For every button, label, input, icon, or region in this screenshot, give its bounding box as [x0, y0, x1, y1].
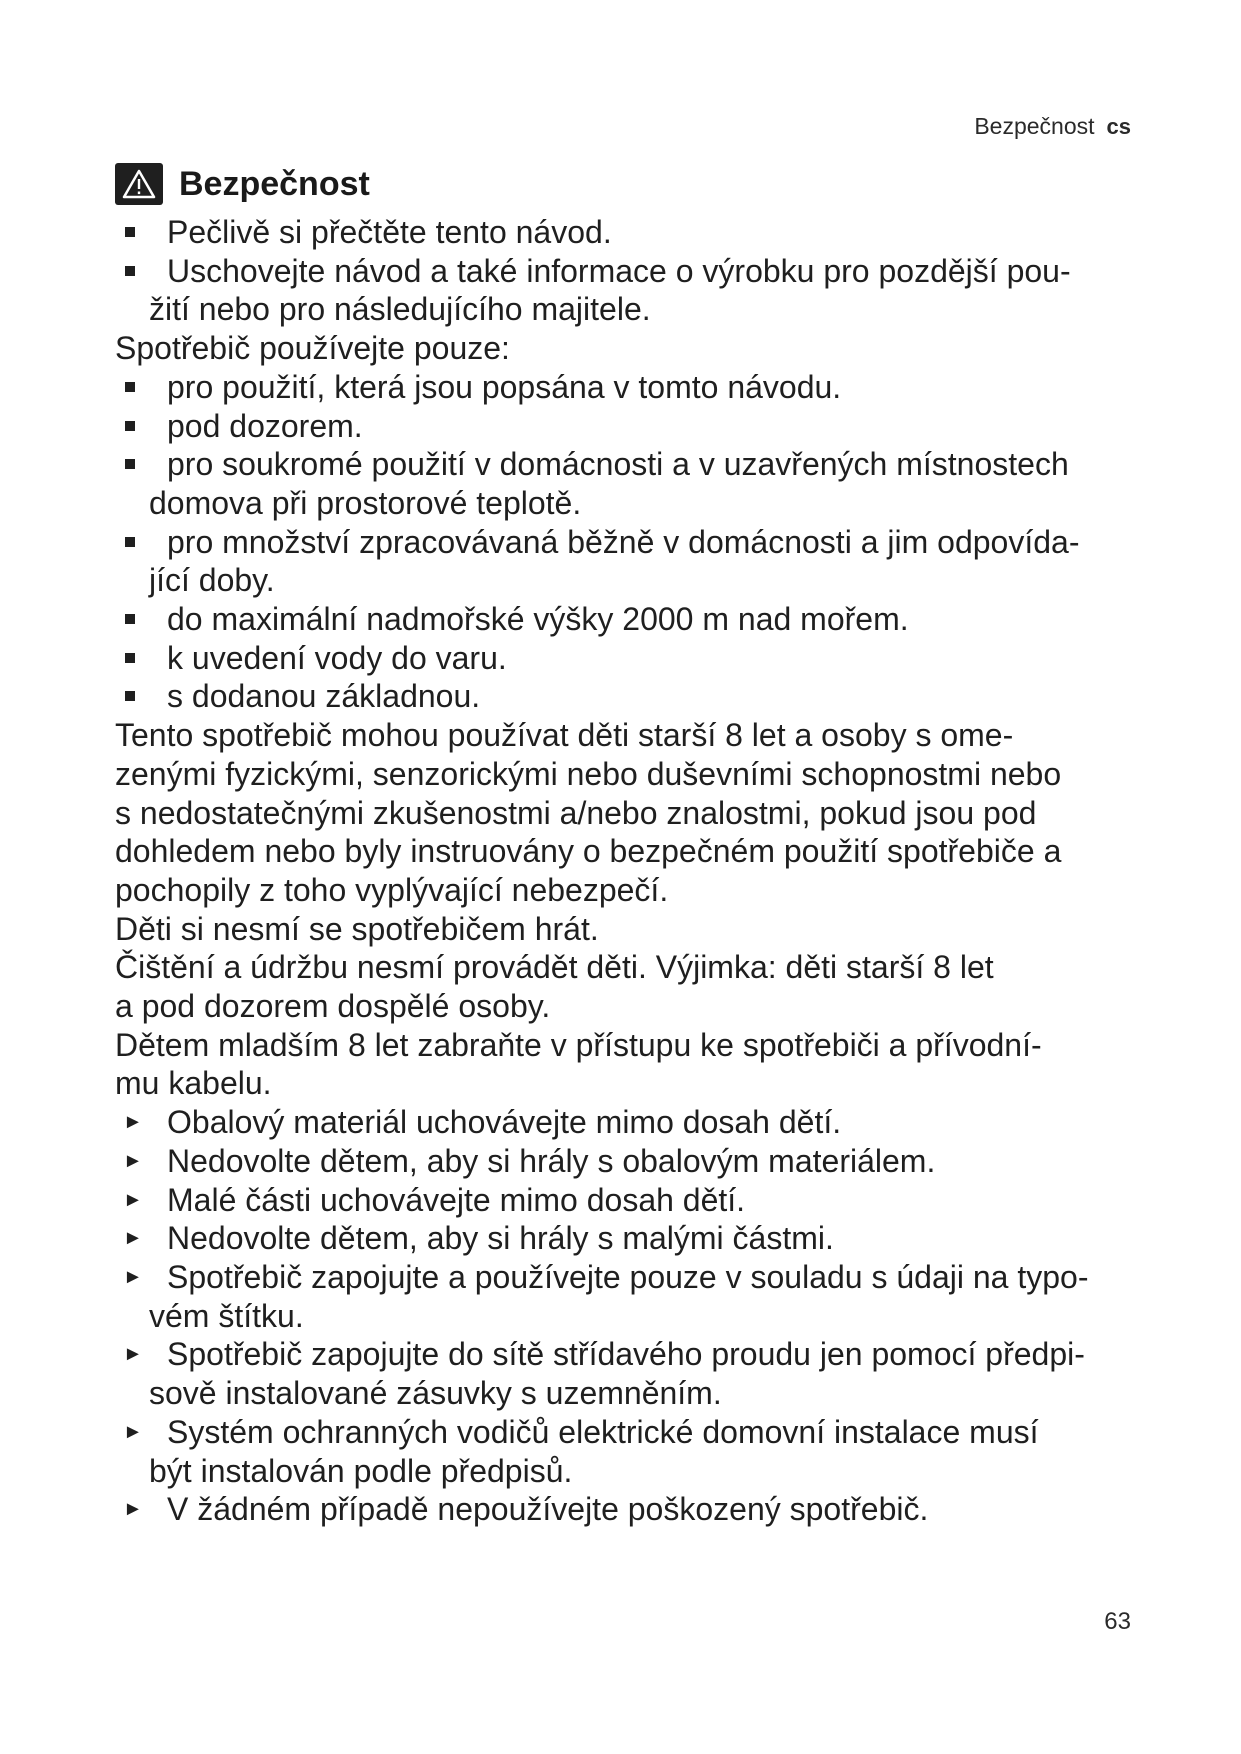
square-bullet-icon	[125, 266, 135, 276]
list-item-text: s dodanou základnou.	[167, 678, 481, 715]
instruction-text: Systém ochranných vodičů elektrické domovní instalace musí být instalován podle předpisů.	[149, 1413, 1039, 1489]
arrow-bullet-icon: ►	[123, 1111, 143, 1134]
square-bullet-icon	[125, 537, 135, 547]
list-item-text: pro použití, která jsou popsána v tomto návodu.	[167, 368, 842, 405]
instruction-item	[115, 1490, 1160, 1529]
square-bullet-icon	[125, 614, 135, 624]
paragraph: Děti si nesmí se spotřebičem hrát.	[115, 910, 599, 947]
instruction-text: Obalový materiál uchovávejte mimo dosah dětí.	[167, 1104, 842, 1141]
list-item	[115, 252, 1160, 329]
header-section: Bezpečnost	[974, 113, 1095, 139]
list-item	[115, 600, 1160, 639]
instruction-text: Spotřebič zapojujte a používejte pouze v souladu s údaji na typo- vém štítku.	[149, 1258, 1089, 1334]
list-item-text: do maximální nadmořské výšky 2000 m nad mořem.	[167, 601, 909, 638]
square-bullet-icon	[125, 459, 135, 469]
arrow-bullet-icon: ►	[123, 1227, 143, 1250]
square-bullet-icon	[125, 691, 135, 701]
section-title-row	[115, 163, 370, 205]
warning-triangle-icon	[115, 163, 163, 205]
square-bullet-icon	[125, 421, 135, 431]
running-header	[974, 113, 1131, 140]
list-item	[115, 445, 1160, 522]
section-title: Bezpečnost	[179, 164, 370, 203]
arrow-bullet-icon: ►	[123, 1498, 143, 1521]
list-item-text: pro soukromé použití v domácnosti a v uzavřených místnostech domova při prostorové teplotě.	[149, 446, 1069, 521]
square-bullet-icon	[125, 653, 135, 663]
list-item-text: pod dozorem.	[167, 407, 363, 444]
instruction-item	[115, 1219, 1160, 1258]
list-item-text: Uschovejte návod a také informace o výrobku pro pozdější pou- žití nebo pro následujícího majitele.	[149, 252, 1071, 328]
paragraph: Čištění a údržbu nesmí provádět děti. Výjimka: děti starší 8 let a pod dozorem dospělé osoby.	[115, 949, 994, 1025]
list-item	[115, 639, 1160, 678]
header-language: cs	[1106, 114, 1131, 139]
list-item	[115, 677, 1160, 716]
page-number: 63	[1104, 1608, 1131, 1635]
instruction-item	[115, 1413, 1160, 1490]
arrow-bullet-icon: ►	[123, 1265, 143, 1288]
square-bullet-icon	[125, 382, 135, 392]
list-item-text: Pečlivě si přečtěte tento návod.	[167, 214, 612, 250]
paragraph: Dětem mladším 8 let zabraňte v přístupu ke spotřebiči a přívodní- mu kabelu.	[115, 1026, 1042, 1102]
arrow-bullet-icon: ►	[123, 1149, 143, 1172]
instruction-item	[115, 1142, 1160, 1181]
list-item	[115, 368, 1160, 407]
paragraph: Spotřebič používejte pouze:	[115, 330, 510, 367]
instruction-text: V žádném případě nepoužívejte poškozený spotřebič.	[167, 1491, 929, 1528]
instruction-text: Nedovolte dětem, aby si hrály s malými částmi.	[167, 1220, 834, 1257]
arrow-bullet-icon: ►	[123, 1188, 143, 1211]
arrow-bullet-icon: ►	[123, 1343, 143, 1366]
list-item	[115, 407, 1160, 446]
instruction-item	[115, 1335, 1160, 1412]
list-item	[115, 523, 1160, 600]
square-bullet-icon	[125, 227, 135, 237]
paragraph: Tento spotřebič mohou používat děti starší 8 let a osoby s ome- zenými fyzickými, senzorickými nebo duševními schopnostmi nebo s nedostatečnými zkušenostmi a/nebo znalostmi, pokud jsou pod dohledem nebo byly instruovány o bezpečném použití spotřebiče a pochopily z toho vyplývající nebezpečí.	[115, 717, 1062, 908]
list-item-text: pro množství zpracovávaná běžně v domácnosti a jim odpovída- jící doby.	[149, 523, 1080, 599]
list-item	[115, 213, 1160, 252]
arrow-bullet-icon: ►	[123, 1420, 143, 1443]
instruction-text: Nedovolte dětem, aby si hrály s obalovým materiálem.	[167, 1142, 936, 1179]
instruction-text: Malé části uchovávejte mimo dosah dětí.	[167, 1181, 746, 1218]
instruction-text: Spotřebič zapojujte do sítě střídavého proudu jen pomocí předpi- sově instalované zásuvky s uzemněním.	[149, 1336, 1085, 1412]
instruction-item	[115, 1181, 1160, 1220]
safety-content	[115, 213, 1160, 1529]
list-item-text: k uvedení vody do varu.	[167, 639, 507, 676]
instruction-item	[115, 1258, 1160, 1335]
instruction-item	[115, 1103, 1160, 1142]
